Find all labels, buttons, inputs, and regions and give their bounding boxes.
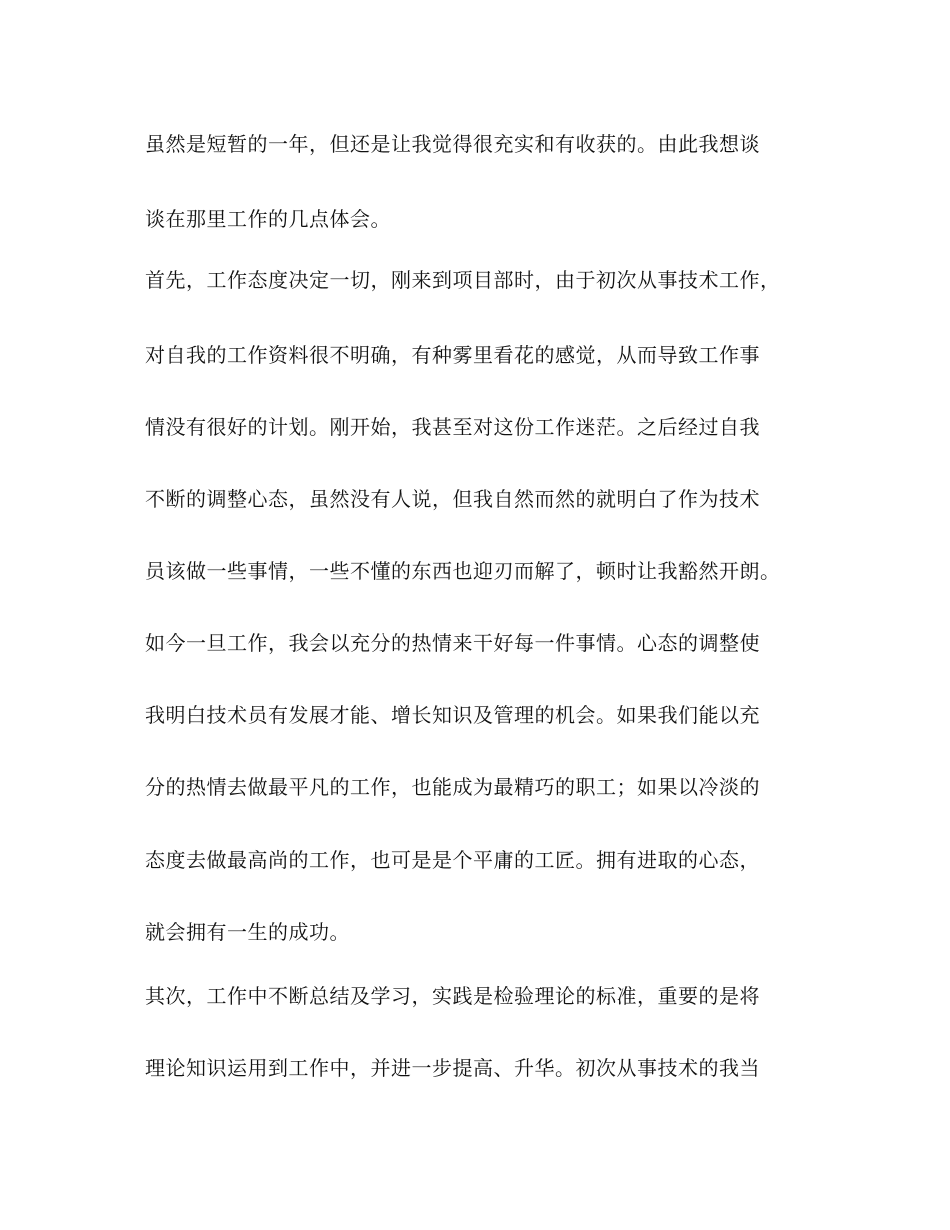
- text-line: 如今一旦工作，我会以充分的热情来干好每一件事情。心态的调整使: [145, 631, 760, 655]
- text-line: 员该做一些事情，一些不懂的东西也迎刃而解了，顿时让我豁然开朗。: [145, 559, 781, 583]
- text-line: 对自我的工作资料很不明确，有种雾里看花的感觉，从而导致工作事: [145, 343, 760, 367]
- text-line: 态度去做最高尚的工作，也可是是个平庸的工匠。拥有进取的心态，: [145, 848, 760, 872]
- text-line: 谈在那里工作的几点体会。: [145, 207, 391, 231]
- text-line: 理论知识运用到工作中，并进一步提高、升华。初次从事技术的我当: [145, 1056, 760, 1080]
- text-line: 情没有很好的计划。刚开始，我甚至对这份工作迷茫。之后经过自我: [145, 415, 760, 439]
- text-line: 不断的调整心态，虽然没有人说，但我自然而然的就明白了作为技术: [145, 487, 760, 511]
- text-line: 就会拥有一生的成功。: [145, 920, 350, 944]
- text-line: 我明白技术员有发展才能、增长知识及管理的机会。如果我们能以充: [145, 703, 760, 727]
- text-line: 虽然是短暂的一年，但还是让我觉得很充实和有收获的。由此我想谈: [145, 132, 760, 156]
- text-line: 分的热情去做最平凡的工作，也能成为最精巧的职工；如果以冷淡的: [145, 775, 760, 799]
- text-line: 其次，工作中不断总结及学习，实践是检验理论的标准，重要的是将: [145, 984, 760, 1008]
- text-line: 首先，工作态度决定一切，刚来到项目部时，由于初次从事技术工作，: [145, 268, 781, 292]
